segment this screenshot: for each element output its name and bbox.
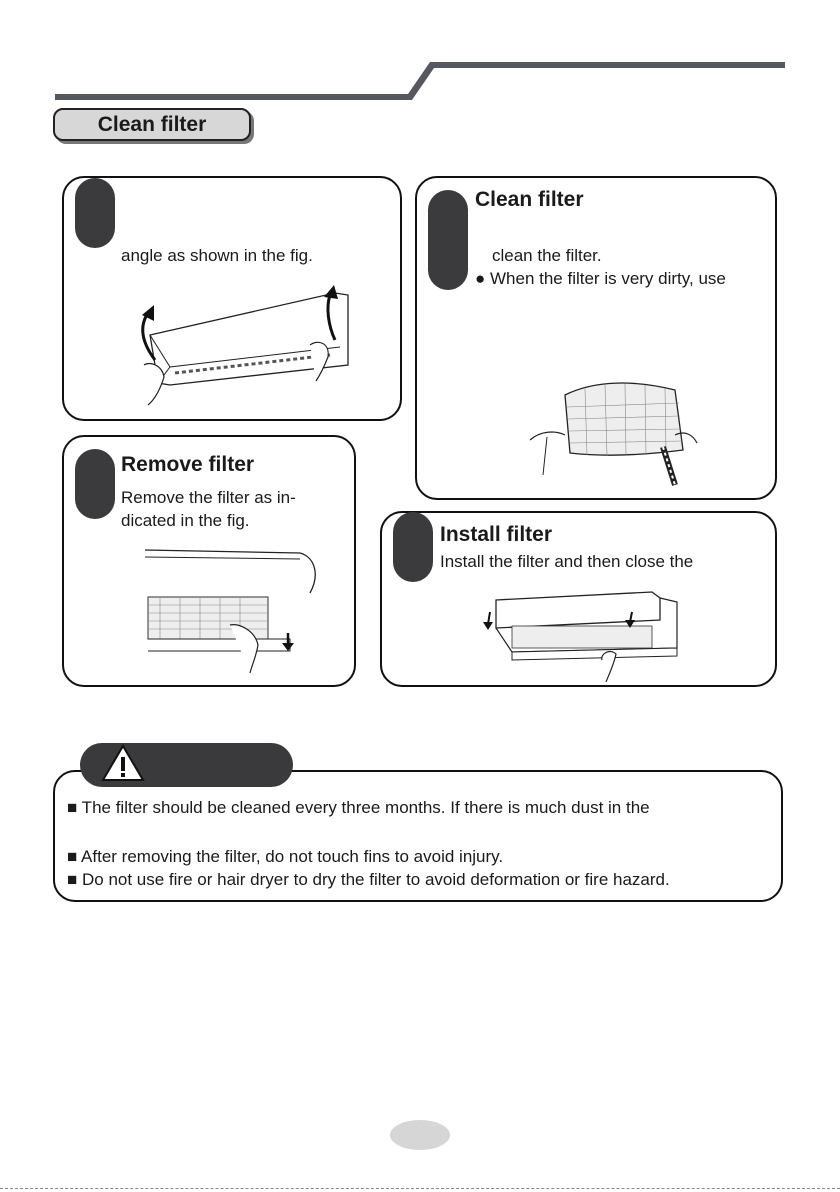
warning-triangle-icon (100, 743, 146, 783)
step-badge (428, 190, 468, 290)
step-clean-text: clean the filter. (492, 246, 602, 265)
page-bottom-rule (0, 1188, 840, 1191)
step-remove-text-line1: Remove the filter as in- (121, 488, 296, 507)
step-badge (393, 512, 433, 582)
header-rule (0, 0, 840, 110)
step-remove-heading: Remove filter (121, 453, 255, 476)
step-install-text: Install the filter and then close the (440, 552, 694, 571)
section-title: Clean filter (53, 108, 251, 141)
step-remove-text-line2: dicated in the fig. (121, 511, 250, 530)
step-badge (75, 178, 115, 248)
remove-filter-illustration (140, 545, 335, 675)
page-number-oval (390, 1120, 450, 1150)
step-open-text: angle as shown in the fig. (121, 246, 313, 265)
step-clean-bullet: ● When the filter is very dirty, use (475, 269, 726, 288)
step-badge (75, 449, 115, 519)
step-install-heading: Install filter (440, 523, 553, 546)
install-filter-illustration (482, 590, 687, 682)
clean-filter-illustration (525, 375, 705, 495)
note-cleaning-frequency: ■ The filter should be cleaned every three months. If there is much dust in the (67, 798, 650, 817)
note-do-not-touch-fins: ■ After removing the filter, do not touch fins to avoid injury. (67, 847, 504, 866)
step-clean-heading: Clean filter (475, 188, 584, 211)
open-panel-illustration (130, 285, 360, 410)
note-no-fire-or-dryer: ■ Do not use fire or hair dryer to dry the filter to avoid deformation or fire hazard. (67, 870, 670, 889)
